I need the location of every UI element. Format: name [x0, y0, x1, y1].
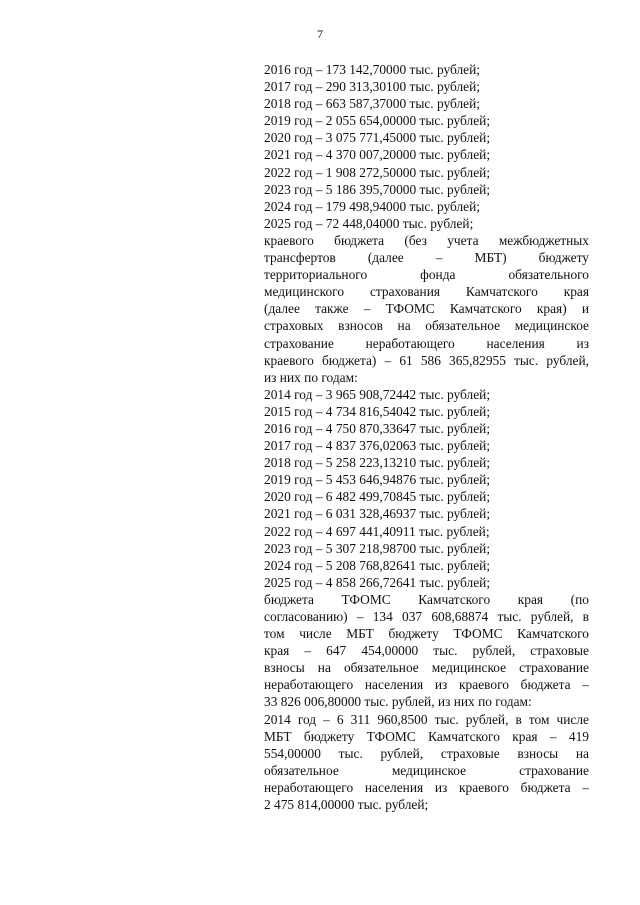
text-line: (далее также – ТФОМС Камчатского края) и [264, 301, 589, 317]
text-line: 2018 год – 5 258 223,13210 тыс. рублей; [264, 455, 491, 471]
text-line: 2021 год – 4 370 007,20000 тыс. рублей; [264, 147, 491, 163]
text-line: 2015 год – 4 734 816,54042 тыс. рублей; [264, 403, 491, 419]
text-line: края – 647 454,00000 тыс. рублей, страховые [264, 643, 589, 659]
text-line: 554,00000 тыс. рублей, страховые взносы на [264, 745, 589, 761]
text-line: страхование неработающего населения из [264, 335, 589, 351]
text-line: краевого бюджета) – 61 586 365,82955 тыс. рублей, [264, 352, 589, 368]
text-line: 2024 год – 5 208 768,82641 тыс. рублей; [264, 557, 491, 573]
text-line: 33 826 006,80000 тыс. рублей, из них по годам: [264, 694, 532, 710]
text-line: 2017 год – 4 837 376,02063 тыс. рублей; [264, 438, 491, 454]
text-line: 2 475 814,00000 тыс. рублей; [264, 797, 429, 813]
text-line: 2023 год – 5 307 218,98700 тыс. рублей; [264, 540, 491, 556]
text-line: 2022 год – 1 908 272,50000 тыс. рублей; [264, 164, 491, 180]
text-line: 2016 год – 4 750 870,33647 тыс. рублей; [264, 420, 491, 436]
document-text [264, 61, 589, 813]
text-line: 2016 год – 173 142,70000 тыс. рублей; [264, 62, 481, 77]
text-line: краевого бюджета (без учета межбюджетных [264, 232, 589, 248]
text-line: территориального фонда обязательного [264, 267, 589, 283]
text-line: согласованию) – 134 037 608,68874 тыс. рублей, в [264, 609, 589, 624]
text-line: 2020 год – 3 075 771,45000 тыс. рублей; [264, 130, 491, 146]
text-line: 2023 год – 5 186 395,70000 тыс. рублей; [264, 181, 491, 197]
text-line: обязательное медицинское страхование [264, 762, 589, 778]
text-line: 2014 год – 6 311 960,8500 тыс. рублей, в том числе [264, 711, 589, 727]
text-line: 2017 год – 290 313,30100 тыс. рублей; [264, 79, 481, 95]
text-line: том числе МБТ бюджету ТФОМС Камчатского [264, 626, 589, 642]
text-line: из них по годам: [264, 369, 358, 385]
text-line: взносы на обязательное медицинское страхование [264, 660, 589, 676]
text-line: 2025 год – 72 448,04000 тыс. рублей; [264, 215, 474, 231]
text-line: страховых взносов на обязательное медицинское [264, 318, 589, 334]
text-line: 2020 год – 6 482 499,70845 тыс. рублей; [264, 489, 491, 505]
text-line: 2022 год – 4 697 441,40911 тыс. рублей; [264, 523, 490, 539]
page-number: 7 [317, 27, 323, 41]
text-line: МБТ бюджету ТФОМС Камчатского края – 419 [264, 728, 589, 744]
text-line: неработающего населения из краевого бюджета – [264, 779, 589, 795]
text-line: 2025 год – 4 858 266,72641 тыс. рублей; [264, 574, 491, 590]
text-line: 2019 год – 5 453 646,94876 тыс. рублей; [264, 472, 491, 488]
text-line: трансфертов (далее – МБТ) бюджету [264, 250, 589, 266]
text-line: неработающего населения из краевого бюджета – [264, 677, 589, 693]
text-line: 2021 год – 6 031 328,46937 тыс. рублей; [264, 506, 491, 522]
text-line: бюджета ТФОМС Камчатского края (по [264, 591, 589, 607]
text-line: 2014 год – 3 965 908,72442 тыс. рублей; [264, 386, 491, 402]
text-line: медицинского страхования Камчатского края [264, 284, 589, 300]
text-line: 2024 год – 179 498,94000 тыс. рублей; [264, 198, 481, 214]
text-line: 2018 год – 663 587,37000 тыс. рублей; [264, 96, 481, 112]
text-line: 2019 год – 2 055 654,00000 тыс. рублей; [264, 113, 491, 129]
